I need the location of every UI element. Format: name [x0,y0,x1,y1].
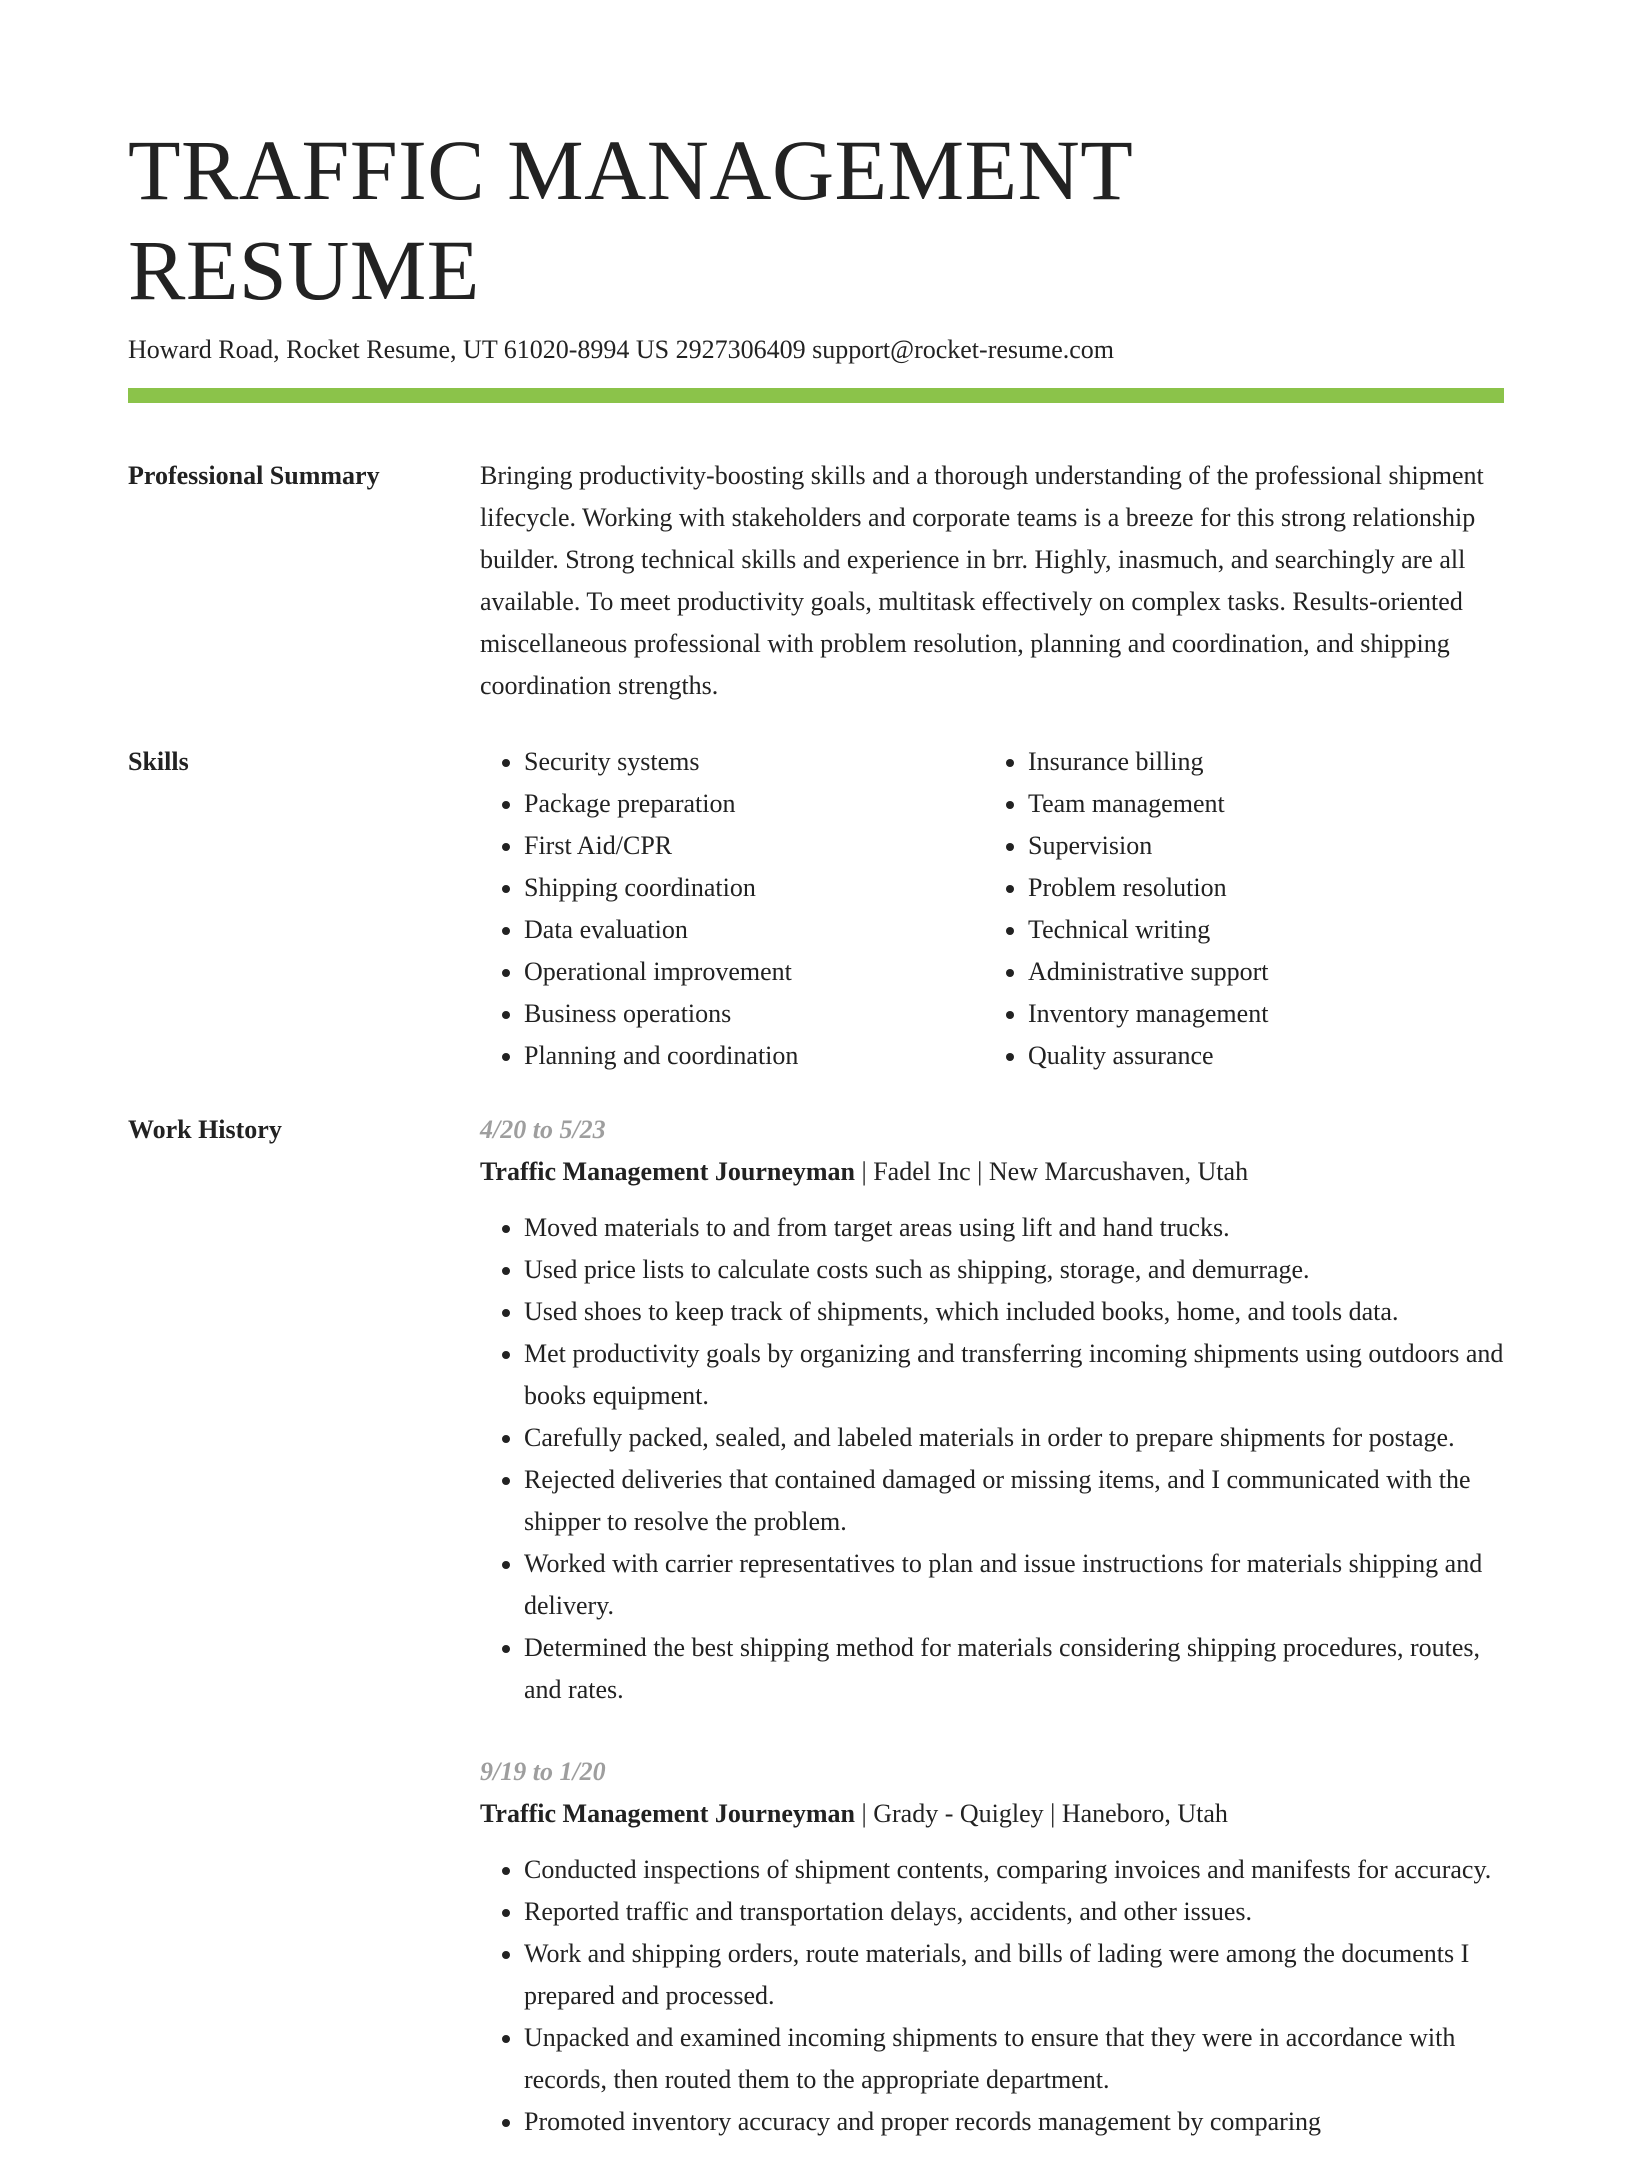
list-item: • Determined the best shipping method for materials considering shipping procedures, routes, and rates. [524,1627,1504,1711]
list-item: • Team management [1028,783,1488,825]
list-item: • Business operations [524,993,984,1035]
resume-title: TRAFFIC MANAGEMENT RESUME [128,122,1132,318]
list-item: • Carefully packed, sealed, and labeled materials in order to prepare shipments for postage. [524,1417,1504,1459]
work-history-label: Work History [128,1115,282,1144]
list-item: • Moved materials to and from target areas using lift and hand trucks. [524,1207,1504,1249]
contact-line: Howard Road, Rocket Resume, UT 61020-8994 US 2927306409 support@rocket-resume.com [128,335,1115,364]
summary-text: Bringing productivity-boosting skills and a thorough understanding of the professional shipment lifecycle. Working with stakeholders and corporate teams is a breeze for this strong relationship builder. Strong technical skills and experience in brr. Highly, inasmuch, and searchingly are all available. To meet productivity goals, multitask effectively on complex tasks. Results-oriented miscellaneous professional with problem resolution, planning and coordination, and shipping coordination strengths. [480,461,1484,700]
list-item: • First Aid/CPR [524,825,984,867]
list-item: • Met productivity goals by organizing and transferring incoming shipments using outdoors and books equipment. [524,1333,1504,1417]
job-bullets [480,1207,1504,1711]
job-heading [480,1793,1504,1835]
skills-label: Skills [128,747,189,776]
header-divider [128,388,1504,403]
list-item: • Used price lists to calculate costs such as shipping, storage, and demurrage. [524,1249,1504,1291]
job-heading [480,1151,1504,1193]
list-item: • Reported traffic and transportation delays, accidents, and other issues. [524,1891,1504,1933]
list-item: • Quality assurance [1028,1035,1488,1077]
job-entry [480,1109,1504,1711]
list-item: • Inventory management [1028,993,1488,1035]
list-item: • Unpacked and examined incoming shipments to ensure that they were in accordance with records, then routed them to the appropriate department. [524,2017,1504,2101]
skills-section [128,741,1504,1077]
list-item: • Problem resolution [1028,867,1488,909]
list-item: • Insurance billing [1028,741,1488,783]
list-item: • Used shoes to keep track of shipments, which included books, home, and tools data. [524,1291,1504,1333]
summary-label: Professional Summary [128,461,380,490]
list-item: • Data evaluation [524,909,984,951]
job-entry [480,1751,1504,2143]
list-item: • Planning and coordination [524,1035,984,1077]
work-history-section [128,1109,1504,2183]
list-item: • Worked with carrier representatives to plan and issue instructions for materials shipping and delivery. [524,1543,1504,1627]
list-item: • Operational improvement [524,951,984,993]
list-item: • Administrative support [1028,951,1488,993]
skills-list-left [480,741,984,1077]
list-item: • Shipping coordination [524,867,984,909]
job-title: Traffic Management Journeyman [480,1157,856,1186]
list-item: • Supervision [1028,825,1488,867]
job-title: Traffic Management Journeyman [480,1799,856,1828]
list-item: • Conducted inspections of shipment contents, comparing invoices and manifests for accuracy. [524,1849,1504,1891]
job-bullets [480,1849,1504,2143]
job-date: 9/19 to 1/20 [480,1757,606,1786]
list-item: • Technical writing [1028,909,1488,951]
job-details: | Fadel Inc | New Marcushaven, Utah [855,1157,1249,1186]
list-item: • Rejected deliveries that contained damaged or missing items, and I communicated with the shipper to resolve the problem. [524,1459,1504,1543]
job-details: | Grady - Quigley | Haneboro, Utah [855,1799,1228,1828]
job-date: 4/20 to 5/23 [480,1115,606,1144]
resume-page [128,120,1504,2183]
list-item: • Promoted inventory accuracy and proper records management by comparing [524,2101,1504,2143]
list-item: • Security systems [524,741,984,783]
list-item: • Work and shipping orders, route materials, and bills of lading were among the documents I prepared and processed. [524,1933,1504,2017]
skills-list-right [984,741,1488,1077]
list-item: • Package preparation [524,783,984,825]
summary-section [128,455,1504,707]
